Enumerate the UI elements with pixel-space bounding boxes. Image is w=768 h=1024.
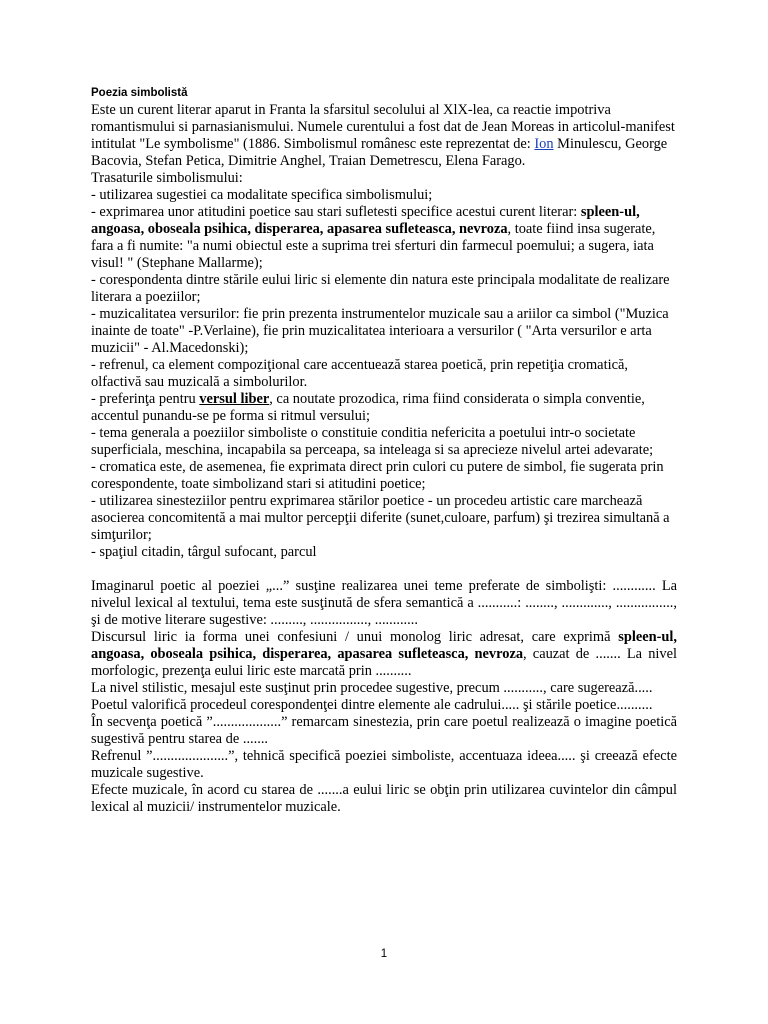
intro-text-end: Minulescu, George Bacovia, Stefan Petica, Dimitrie Anghel, Traian Demetrescu, Elena Farago.	[91, 136, 668, 169]
exercise-bold-text: spleen-ul, angoasa, oboseala psihica, disperarea, apasarea sufleteasca, nevroza	[91, 629, 677, 662]
trait-item: - tema generala a poeziilor simboliste o constituie conditia nefericita a poetului intr-o societate superficiala, meschina, incapabila sa perceapa, sa inteleaga si sa aprecieze nivelul artei adevarate;	[91, 425, 654, 458]
paragraph-spacer	[91, 561, 677, 578]
page-number: 1	[380, 948, 388, 960]
trait-text: - preferinţa pentru	[91, 391, 200, 407]
exercise-line: Refrenul ”.....................”, tehnică specifică poeziei simboliste, accentuaza ideea..... şi creează efecte muzicale sugestive.	[91, 748, 677, 781]
ion-link[interactable]: Ion	[534, 136, 554, 152]
trait-item: - spaţiul citadin, târgul sufocant, parcul	[91, 544, 317, 560]
trait-item: - muzicalitatea versurilor: fie prin prezenta instrumentelor muzicale sau a ariilor ca simbol ("Muzica inainte de toate" -P.Verlaine), fie prin muzicalitatea interioara a versurilor ( "Arta versurilor e arta muzicii" - Al.Macedonski);	[91, 306, 669, 356]
document-title: Poezia simbolistă	[91, 87, 188, 99]
trait-item: - cromatica este, de asemenea, fie exprimata direct prin culori cu putere de simbol, fie sugerata prin corespondente, toate simbolizand stari si atitudini poetice;	[91, 459, 664, 492]
trait-bold-text: spleen-ul, angoasa, oboseala psihica, disperarea, apasarea sufleteasca, nevroza	[91, 204, 640, 237]
trait-text: , toate fiind insa sugerate, fara a fi numite: "a numi obiectul este a suprima trei sferturi din farmecul poemului; a sugera, iata visul! " (Stephane Mallarme);	[91, 221, 656, 271]
exercise-line: Efecte muzicale, în acord cu starea de .......a eului liric se obţin prin utilizarea cuvintelor din câmpul lexical al muzicii/ instrumentelor muzicale.	[91, 782, 677, 815]
trait-item: - refrenul, ca element compoziţional care accentuează starea poetică, prin repetiţia cromatică, olfactivă sau muzicală a simbolurilor.	[91, 357, 628, 390]
trait-bold-underlined-text: versul liber	[199, 391, 270, 407]
trait-item: - utilizarea sinesteziilor pentru exprimarea stărilor poetice - un procedeu artistic care marchează asocierea concomitentă a mai multor percepţii diferite (sunet,culoare, parfum) şi trezirea simultană a simţurilor;	[91, 493, 670, 543]
trait-text: - exprimarea unor atitudini poetice sau stari sufletesti specifice acestui curent literar:	[91, 204, 581, 220]
exercise-line: Poetul valorifică procedeul corespondenţei dintre elemente ale cadrului..... şi stările poetice..........	[91, 697, 653, 713]
intro-paragraph	[91, 102, 677, 170]
intro-text: Este un curent literar aparut in Franta la sfarsitul secolului al XlX-lea, ca reactie impotriva romantismului si parnasianismului. Numele curentului a fost dat de Jean Moreas in articolul-manifest intitulat "Le symbolisme" (1886. Simbolismul românesc este reprezentat de:	[91, 102, 675, 152]
exercise-line: În secvenţa poetică ”...................” remarcam sinestezia, prin care poetul realizează o imagine poetică sugestivă pentru starea de .......	[91, 714, 677, 747]
document-page	[91, 86, 677, 816]
trait-item	[91, 391, 677, 425]
exercise-line: La nivel stilistic, mesajul este susţinut prin procedee sugestive, precum ..........., care sugerează.....	[91, 680, 653, 696]
trait-item	[91, 204, 677, 272]
exercise-line: Imaginarul poetic al poeziei „...” susţine realizarea unei teme preferate de simbolişti: ............ La nivelul lexical al textului, tema este susţinută de sfera semantică a ...........: ........, ............., ................, şi de motive literare sugestive: ........., ................, ............	[91, 578, 677, 628]
document-body	[91, 102, 677, 816]
trait-item: - utilizarea sugestiei ca modalitate specifica simbolismului;	[91, 187, 433, 203]
trait-item: - corespondenta dintre stările eului liric si elemente din natura este principala modalitate de realizare literara a poeziilor;	[91, 272, 670, 305]
exercise-text: Discursul liric ia forma unei confesiuni / unui monolog liric adresat, care exprimă	[91, 629, 619, 645]
trait-text: , ca noutate prozodica, rima fiind considerata o simpla conventie, accentul punandu-se pe forma si ritmul versului;	[91, 391, 645, 424]
traits-heading: Trasaturile simbolismului:	[91, 170, 243, 186]
exercise-line	[91, 629, 677, 680]
exercise-text: , cauzat de ....... La nivel morfologic, prezenţa eului liric este marcată prin ..........	[91, 646, 677, 679]
